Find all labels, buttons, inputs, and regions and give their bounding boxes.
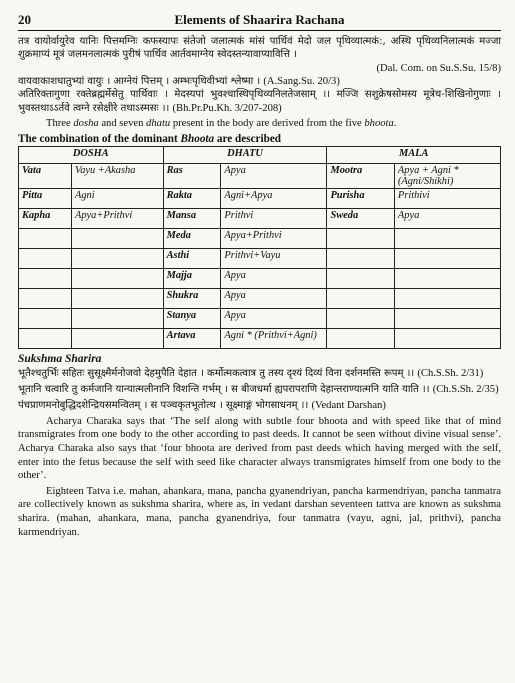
sanskrit-verse-6-text: पंचप्राणमनोबुद्धिदशेन्द्रियसमन्वितम् । स पञ्चकृतभूतोत्थ । सूक्ष्माङ्गं भोगसाधनम् ।।: [18, 400, 312, 412]
dosha-name-cell: Pitta: [19, 188, 72, 208]
table-row: [19, 188, 501, 208]
mala-name-cell: [327, 308, 394, 328]
table-row: [19, 268, 501, 288]
dhatu-bhoota-cell: Apya: [221, 163, 327, 188]
mala-name-cell: [327, 228, 394, 248]
dosha-name-cell: [19, 328, 72, 348]
mala-name-cell: [327, 248, 394, 268]
reference-6: (Vedant Darshan): [311, 400, 386, 412]
sanskrit-verse-5: [18, 383, 501, 396]
dosha-bhoota-cell: [72, 268, 164, 288]
sanskrit-verse-4-text: भूतैश्चतुर्भिः सहितः सुसूक्ष्मैर्मनोजवो देहमुपैति देहात । कर्मोत्मकत्वात्र तु तस्य दृश्यं दिव्यं विना दर्शनमस्ति रूपम् ।।: [18, 367, 418, 379]
mala-bhoota-cell: Apya: [394, 208, 500, 228]
running-title: Elements of Shaarira Rachana: [174, 12, 345, 27]
dosha-bhoota-cell: Apya+Prithvi: [72, 208, 164, 228]
dosha-name-cell: [19, 268, 72, 288]
mala-bhoota-cell: Apya + Agni * (Agni/Shikhi): [394, 163, 500, 188]
dosha-name-cell: Vata: [19, 163, 72, 188]
sanskrit-verse-1: तत्र वायोर्वायुरेव यानिः पित्तमग्निः कफस्यापः संतेजो जलात्मकं मांसं पार्थिवं मेदो जल पृथिव्यात्मकं:, अस्थि पृथिव्यनिलात्मकं मज्जा शुक्रमाप्यं मूत्रं जलमनलात्मकं पुरीषं पार्थिव आर्तवमाग्नेय स्वेदस्तन्यावाप्यावित्ति ।: [18, 36, 501, 61]
paragraph-charaka: Acharya Charaka says that ‘The self along with subtle four bhoota and with speed like that of mind transmigrates from one body to the other according to past deeds. It cannot be seen without divine visual sense’. Acharya Charaka also says that ‘four bhoota are derived from past deeds which having merged with the self, enter into the fetus because the self with seed like character always transmigrates himself from one body to the other’.: [18, 415, 501, 482]
sukshma-sharira-heading: Sukshma Sharira: [18, 352, 102, 365]
dhatu-name-cell: Stanya: [163, 308, 221, 328]
mala-name-cell: Purisha: [327, 188, 394, 208]
sanskrit-verse-3: [18, 88, 501, 115]
page-header: [18, 12, 501, 31]
dosha-bhoota-cell: [72, 288, 164, 308]
dosha-name-cell: [19, 228, 72, 248]
dhatu-name-cell: Rakta: [163, 188, 221, 208]
dhatu-bhoota-cell: Apya: [221, 268, 327, 288]
page-number: 20: [18, 12, 31, 27]
section-heading: The combination of the dominant Bhoota are described: [18, 132, 282, 145]
table-row: [19, 228, 501, 248]
sanskrit-verse-2-text: वायवाकाशधातुभ्यां वायुः । आग्नेयं पित्तम् । अम्भःपृथिवीभ्यां श्लेष्मा ।: [18, 75, 264, 87]
dosha-name-cell: Kapha: [19, 208, 72, 228]
dhatu-name-cell: Asthi: [163, 248, 221, 268]
dosha-bhoota-cell: Vayu +Akasha: [72, 163, 164, 188]
mala-name-cell: Sweda: [327, 208, 394, 228]
reference-3: (Bh.Pr.Pu.Kh. 3/207-208): [172, 102, 282, 114]
reference-5: (Ch.S.Sh. 2/35): [432, 384, 499, 396]
mala-bhoota-cell: [394, 268, 500, 288]
sanskrit-verse-2: [18, 75, 501, 88]
reference-4: (Ch.S.Sh. 2/31): [417, 367, 484, 379]
mala-name-cell: [327, 328, 394, 348]
reference-1: (Dal. Com. on Su.S.Su. 15/8): [376, 62, 501, 74]
table-row: [19, 308, 501, 328]
dhatu-name-cell: Mansa: [163, 208, 221, 228]
dhatu-name-cell: Majja: [163, 268, 221, 288]
mala-bhoota-cell: [394, 288, 500, 308]
reference-2: (A.Sang.Su. 20/3): [263, 75, 340, 87]
bhoota-combination-table: [18, 146, 501, 349]
dosha-name-cell: [19, 288, 72, 308]
table-header-row: [19, 146, 501, 163]
header-mala: MALA: [327, 146, 501, 163]
dosha-bhoota-cell: [72, 248, 164, 268]
dosha-bhoota-cell: [72, 308, 164, 328]
dhatu-bhoota-cell: Prithvi: [221, 208, 327, 228]
mala-name-cell: [327, 268, 394, 288]
sanskrit-verse-4: [18, 367, 501, 380]
dhatu-bhoota-cell: Prithvi+Vayu: [221, 248, 327, 268]
table-row: [19, 163, 501, 188]
table-row: [19, 288, 501, 308]
sanskrit-verse-6: [18, 399, 501, 412]
dhatu-bhoota-cell: Agni * (Prithvi+Agni): [221, 328, 327, 348]
mala-name-cell: [327, 288, 394, 308]
header-dosha: DOSHA: [19, 146, 164, 163]
sanskrit-verse-5-text: भूतानि चत्वारि तु कर्मजानि यान्यात्मलीनानि विशन्ति गर्भम् । स बीजधर्मा ह्यपरापराणि देहान्तराण्यात्मनि याति याति ।।: [18, 384, 433, 396]
mala-bhoota-cell: [394, 328, 500, 348]
dhatu-name-cell: Meda: [163, 228, 221, 248]
mala-bhoota-cell: [394, 248, 500, 268]
dhatu-bhoota-cell: Apya: [221, 288, 327, 308]
dosha-bhoota-cell: [72, 228, 164, 248]
table-row: [19, 248, 501, 268]
dhatu-bhoota-cell: Agni+Apya: [221, 188, 327, 208]
dhatu-name-cell: Artava: [163, 328, 221, 348]
mala-bhoota-cell: [394, 228, 500, 248]
table-row: [19, 208, 501, 228]
dhatu-bhoota-cell: Apya: [221, 308, 327, 328]
dosha-name-cell: [19, 308, 72, 328]
dhatu-name-cell: Shukra: [163, 288, 221, 308]
mala-bhoota-cell: Prithivi: [394, 188, 500, 208]
sanskrit-verse-3-text: अतिरिक्तागुणा रक्तेब्रह्मर्मेसेतु पार्थिवाः । मेदस्यपां भुवश्चास्थिपृथिव्यनिलतेजसाम् ।। मज्जि सशुक्रेषसोमस्य मूत्रेच-शिखिनोगुणाः । भुवस्तथाऽऽर्तवे त्वग्ने रसेक्षीरे तथाऽस्मसः ।।: [18, 89, 501, 114]
header-dhatu: DHATU: [163, 146, 327, 163]
dhatu-bhoota-cell: Apya+Prithvi: [221, 228, 327, 248]
intro-line: Three dosha and seven dhatu present in the body are derived from the five bhoota.: [46, 118, 397, 130]
dosha-bhoota-cell: Agni: [72, 188, 164, 208]
dosha-name-cell: [19, 248, 72, 268]
mala-bhoota-cell: [394, 308, 500, 328]
mala-name-cell: Mootra: [327, 163, 394, 188]
table-row: [19, 328, 501, 348]
dhatu-name-cell: Ras: [163, 163, 221, 188]
dosha-bhoota-cell: [72, 328, 164, 348]
paragraph-eighteen-tatva: Eighteen Tatva i.e. mahan, ahankara, mana, pancha gyanendriyan, pancha karmendriyan, pancha tanmatra are collectively known as sukshma sharira, where as, in vedant darshan seventeen tattva are known as sukshma sharira. (mahan, ahankara, mana, pancha gyanendriya, four tanmatra (vayu, agni, jal, prithvi), pancha karmendriyan.: [18, 485, 501, 538]
